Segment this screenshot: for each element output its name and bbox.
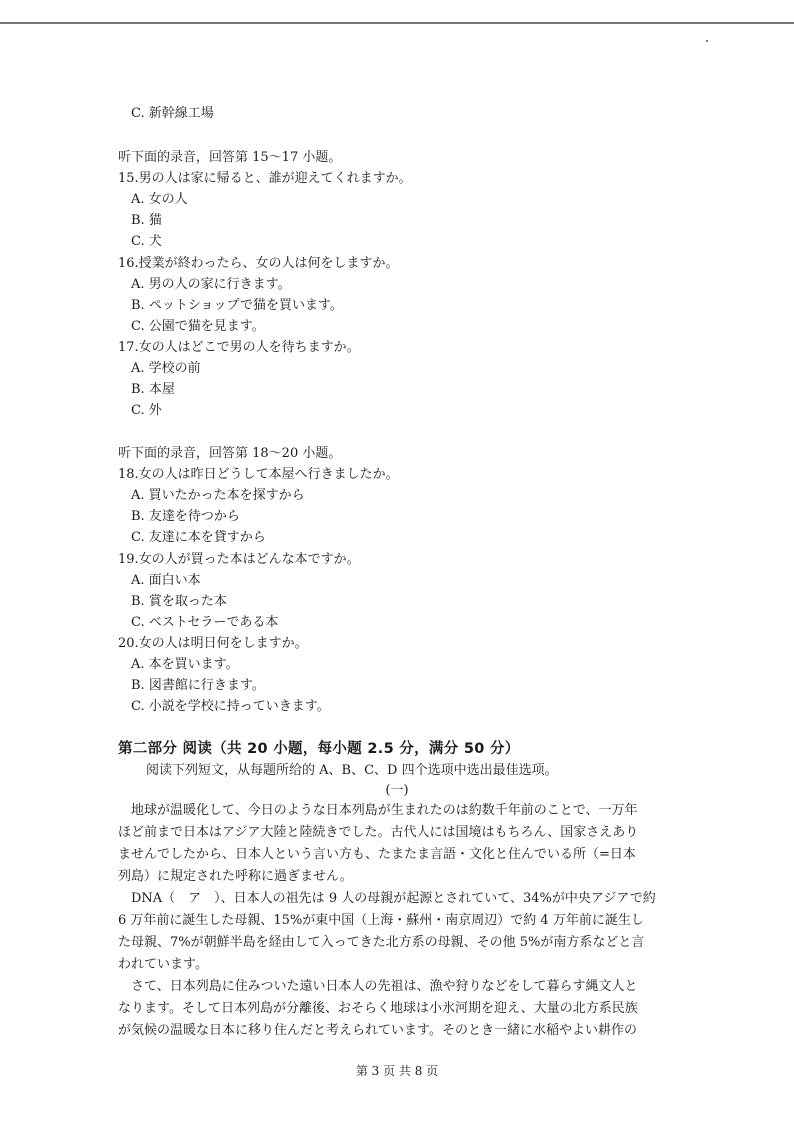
q19-option-c: C. ベストセラーである本 bbox=[131, 615, 279, 630]
group1-instruction: 听下面的录音，回答第 15～17 小题。 bbox=[118, 150, 342, 165]
question-15: 15.男の人は家に帰ると、誰が迎えてくれますか。 bbox=[118, 171, 412, 186]
q16-option-a: A. 男の人の家に行きます。 bbox=[131, 277, 291, 292]
q19-option-a: A. 面白い本 bbox=[131, 573, 201, 588]
q15-option-c: C. 犬 bbox=[131, 234, 162, 249]
question-19: 19.女の人が買った本はどんな本ですか。 bbox=[118, 552, 360, 567]
passage-line: われています。 bbox=[118, 957, 208, 972]
passage-line: ほど前まで日本はアジア大陸と陸続きでした。古代人には国境はもちろん、国家さえあり bbox=[118, 825, 639, 840]
q16-option-b: B. ペットショップで猫を買います。 bbox=[131, 298, 343, 313]
q20-option-c: C. 小説を学校に持っていきます。 bbox=[131, 699, 330, 714]
question-16: 16.授業が終わったら、女の人は何をしますか。 bbox=[118, 256, 399, 271]
q18-option-b: B. 友達を待つから bbox=[131, 509, 240, 524]
q18-option-c: C. 友達に本を貸すから bbox=[131, 530, 266, 545]
q20-option-a: A. 本を買います。 bbox=[131, 657, 239, 672]
section-heading: 第二部分 阅读（共 20 小题，每小题 2.5 分，满分 50 分） bbox=[118, 741, 520, 757]
passage-line: が気候の温暖な日本に移り住んだと考えられています。そのとき一緒に水稲やよい耕作の bbox=[118, 1023, 637, 1038]
passage-line: さて、日本列島に住みついた遠い日本人の先祖は、漁や狩りなどをして暮らす縄文人と bbox=[118, 979, 638, 994]
q17-option-b: B. 本屋 bbox=[131, 382, 175, 397]
q17-option-c: C. 外 bbox=[131, 403, 162, 418]
passage-line: 6 万年前に誕生した母親、15%が東中国（上海・蘇州・南京周辺）で約 4 万年前に誕生し bbox=[118, 913, 644, 928]
passage-line: DNA（ ア ）、日本人の祖先は 9 人の母親が起源とされていて、34%が中央アジアで約 bbox=[118, 891, 656, 906]
q19-option-b: B. 賞を取った本 bbox=[131, 594, 227, 609]
passage-line: た母親、7%が朝鮮半島を経由して入ってきた北方系の母親、その他 5%が南方系などと言 bbox=[118, 935, 645, 950]
question-18: 18.女の人は昨日どうして本屋へ行きましたか。 bbox=[118, 467, 399, 482]
q20-option-b: B. 図書館に行きます。 bbox=[131, 678, 265, 693]
passage-number: (一) bbox=[385, 783, 409, 798]
q15-option-b: B. 猫 bbox=[131, 213, 162, 228]
passage-line: 列島）に規定された呼称に過ぎません。 bbox=[118, 869, 353, 884]
question-17: 17.女の人はどこで男の人を待ちますか。 bbox=[118, 340, 360, 355]
group2-instruction: 听下面的录音，回答第 18～20 小题。 bbox=[118, 446, 342, 461]
question-20: 20.女の人は明日何をしますか。 bbox=[118, 636, 308, 651]
passage-line: なります。そして日本列島が分離後、おそらく地球は小氷河期を迎え、大量の北方系民族 bbox=[118, 1001, 638, 1016]
passage-line: 地球が温暖化して、今日のような日本列島が生まれたのは約数千年前のことで、一万年 bbox=[118, 803, 638, 818]
q16-option-c: C. 公園で猫を見ます。 bbox=[131, 319, 265, 334]
q15-option-a: A. 女の人 bbox=[131, 192, 188, 207]
q14-option-c: C. 新幹線工場 bbox=[131, 106, 214, 121]
section-intro: 阅读下列短文，从每题所给的 A、B、C、D 四个选项中选出最佳选项。 bbox=[146, 763, 558, 778]
q18-option-a: A. 買いたかった本を探すから bbox=[131, 488, 305, 503]
q17-option-a: A. 学校の前 bbox=[131, 361, 201, 376]
passage-line: ませんでしたから、日本人という言い方も、たまたま言語・文化と住んでいる所（=日本 bbox=[118, 847, 636, 862]
page-footer: 第 3 页 共 8 页 bbox=[355, 1064, 439, 1078]
